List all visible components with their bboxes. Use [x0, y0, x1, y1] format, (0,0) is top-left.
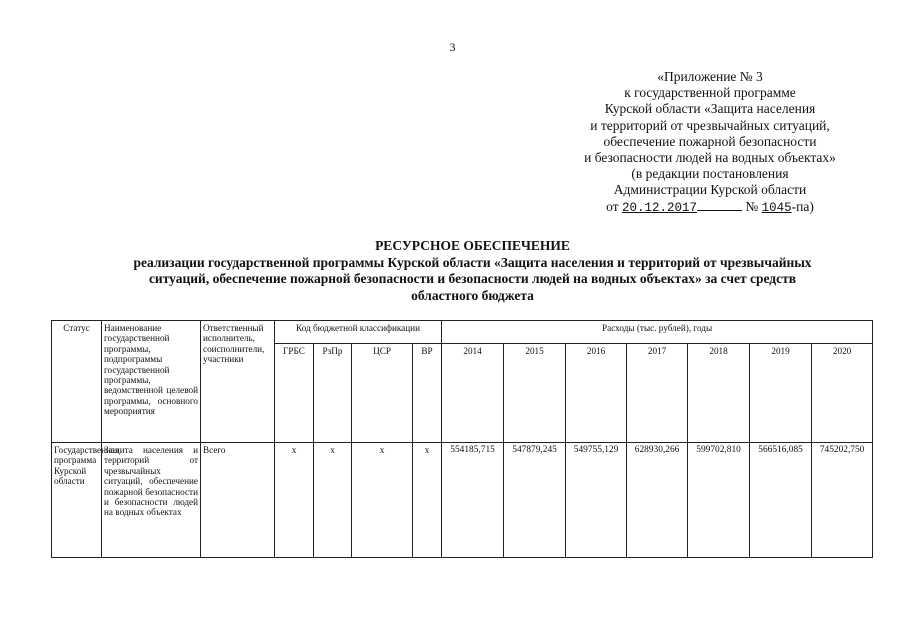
title-line: ситуаций, обеспечение пожарной безопасности и безопасности людей на водных объектах» за счет средств [148, 271, 797, 286]
cell-value-2017: 628930,266 [627, 443, 688, 558]
appendix-line: и безопасности людей на водных объектах» [584, 150, 836, 166]
table-row [52, 443, 873, 558]
header-code-rzpr: РзПр [314, 344, 352, 443]
cell-value-2015: 547879,245 [504, 443, 566, 558]
header-year: 2014 [442, 344, 504, 443]
appendix-line: Администрации Курской области [613, 182, 807, 198]
header-responsible: Ответственный исполнитель, соисполнители, участники [201, 321, 275, 443]
appendix-line: «Приложение № 3 [657, 69, 763, 84]
header-code-vr: ВР [413, 344, 442, 443]
resolution-date: 20.12.2017 [621, 200, 697, 215]
resource-table [51, 320, 873, 558]
header-year: 2020 [812, 344, 873, 443]
cell-value-2019: 566516,085 [750, 443, 812, 558]
appendix-block [560, 69, 860, 216]
header-year: 2019 [750, 344, 812, 443]
cell-value-2018: 599702,810 [688, 443, 750, 558]
header-year: 2017 [627, 344, 688, 443]
header-code-grbs: ГРБС [275, 344, 314, 443]
cell-value-2014: 554185,715 [442, 443, 504, 558]
header-name: Наименование государственной программы, подпрограммы государственной программы, ведомственной целевой программы, основного мероприятия [102, 321, 201, 443]
header-expenses: Расходы (тыс. рублей), годы [442, 321, 873, 344]
number-suffix: -па) [791, 198, 814, 214]
cell-code-grbs: х [275, 443, 314, 558]
appendix-line: обеспечение пожарной безопасности [603, 133, 817, 149]
cell-code-rzpr: х [314, 443, 352, 558]
resolution-number: 1045 [761, 200, 792, 215]
appendix-line: к государственной программе [624, 85, 796, 101]
cell-value-2020: 745202,750 [812, 443, 873, 558]
title-heading: РЕСУРСНОЕ ОБЕСПЕЧЕНИЕ [375, 238, 570, 253]
document-title [80, 238, 865, 304]
appendix-date-line [560, 199, 860, 216]
header-year: 2015 [504, 344, 566, 443]
cell-responsible: Всего [201, 443, 275, 558]
title-line: областного бюджета [411, 287, 534, 303]
date-prefix: от [606, 198, 619, 214]
appendix-line: (в редакции постановления [631, 166, 789, 182]
header-year: 2018 [688, 344, 750, 443]
cell-code-vr: х [413, 443, 442, 558]
cell-code-csr: х [352, 443, 413, 558]
header-budget-code: Код бюджетной классификации [275, 321, 442, 344]
number-prefix: № [745, 198, 759, 214]
appendix-line: Курской области «Защита населения [604, 101, 816, 117]
page-number: 3 [449, 40, 456, 54]
date-underline [697, 200, 742, 211]
cell-status: Государственная программа Курской области [52, 443, 102, 558]
cell-value-2016: 549755,129 [566, 443, 627, 558]
header-code-csr: ЦСР [352, 344, 413, 443]
header-status: Статус [52, 321, 102, 443]
cell-name: Защита населения и территорий от чрезвычайных ситуаций, обеспечение пожарной безопасности и безопасности людей на водных объектах [102, 443, 201, 558]
title-line: реализации государственной программы Курской области «Защита населения и территорий от чрезвычайных [133, 254, 812, 270]
appendix-line: и территорий от чрезвычайных ситуаций, [590, 117, 830, 133]
header-year: 2016 [566, 344, 627, 443]
